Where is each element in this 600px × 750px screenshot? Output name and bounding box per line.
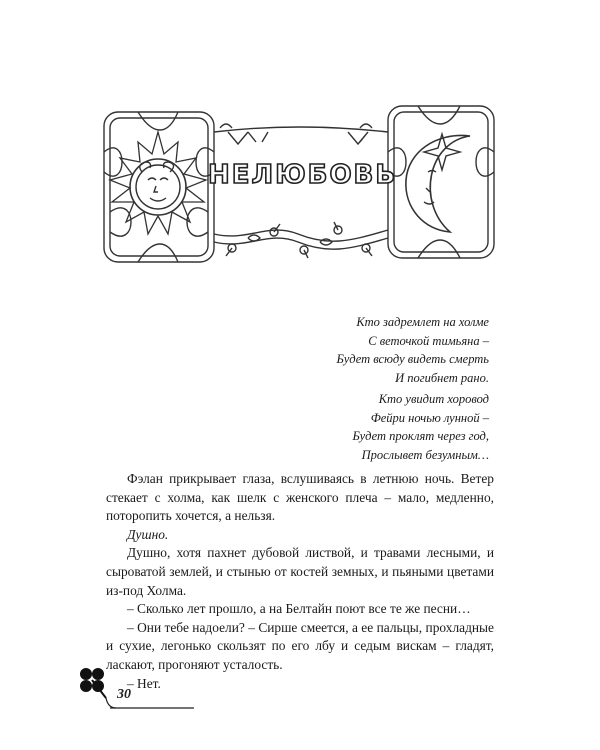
chapter-body-text bbox=[106, 470, 494, 693]
epigraph-stanza-1 bbox=[337, 313, 489, 387]
chapter-title: НЕЛЮБОВЬ bbox=[208, 160, 398, 190]
page-number: 30 bbox=[117, 687, 131, 702]
verse-line: Кто задремлет на холме bbox=[356, 315, 489, 329]
verse-line: С веточкой тимьяна – bbox=[368, 333, 489, 348]
celtic-knot-right-frame bbox=[388, 106, 494, 258]
verse-line: Кто увидит хоровод bbox=[378, 392, 489, 406]
paragraph: Душно, хотя пахнет дубовой листвой, и травами лесными, и сыроватой землей, и стынью от костей земных, и пьяными цветами из-под Холма. bbox=[106, 545, 494, 598]
epigraph-stanza-2 bbox=[352, 390, 489, 464]
paragraph: – Сколько лет прошло, а на Белтайн поют все те же песни… bbox=[127, 601, 471, 617]
footer-ornament bbox=[76, 664, 196, 714]
verse-line: Фейри ночью лунной – bbox=[370, 410, 489, 425]
paragraph: – Нет. bbox=[127, 675, 161, 691]
verse-line: Будет всюду видеть смерть bbox=[336, 352, 489, 366]
sun-face-icon bbox=[110, 132, 206, 234]
verse-line: Будет проклят через год, bbox=[352, 429, 489, 443]
verse-line: И погибнет рано. bbox=[395, 370, 489, 385]
paragraph: Душно. bbox=[127, 526, 169, 542]
paragraph: – Они тебе надоели? – Сирше смеется, а ее пальцы, прохладные и сухие, легонько скользят по его лбу и седым вискам – гладят, ласкают, прогоняют усталость. bbox=[106, 619, 494, 672]
clover-icon bbox=[80, 668, 106, 698]
verse-line: Прослывет безумным… bbox=[361, 447, 489, 462]
paragraph: Фэлан прикрывает глаза, вслушиваясь в летнюю ночь. Ветер стекает с холма, как шелк с женского плеча – мало, медленно, поторопить хочется, а нельзя. bbox=[106, 471, 494, 524]
crescent-moon-face-icon bbox=[406, 134, 470, 232]
